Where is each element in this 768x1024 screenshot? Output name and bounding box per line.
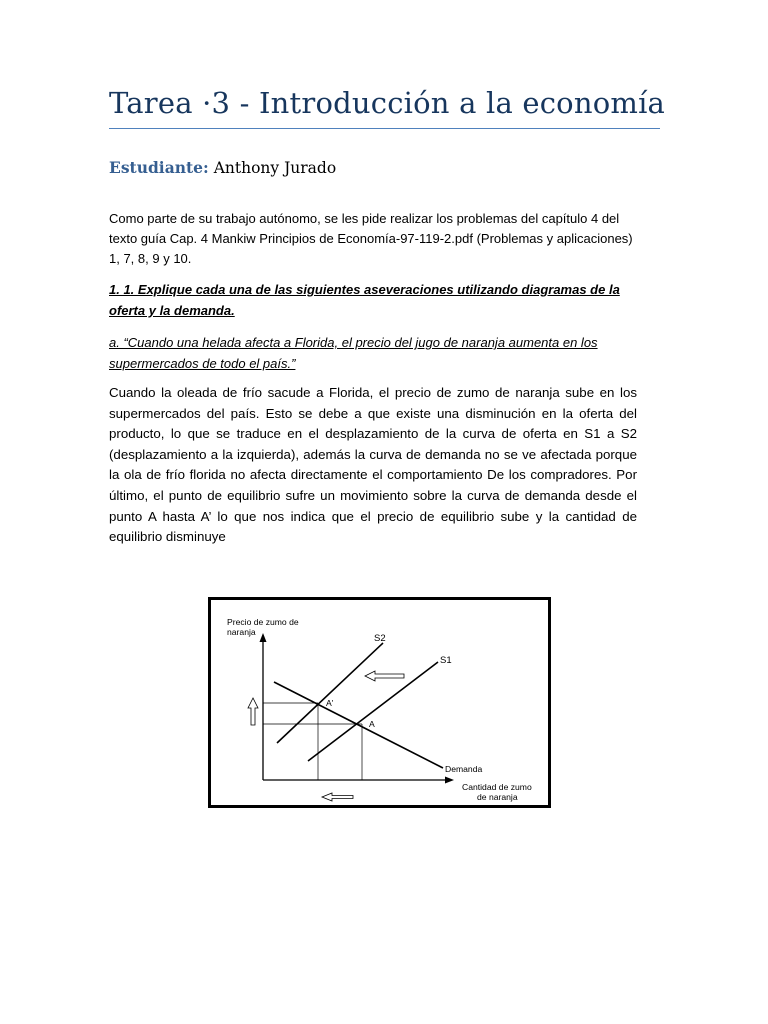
supply-s2-label: S2 [374, 633, 386, 644]
quantity-fall-arrow [322, 793, 353, 801]
intro-paragraph: Como parte de su trabajo autónomo, se les pide realizar los problemas del capítulo 4 del texto guía Cap. 4 Mankiw Principios de Economía-97-119-2.pdf (Problemas y aplicaciones) 1, 7, 8, 9 y 10. [109, 211, 633, 266]
y-axis-label-line1: Precio de zumo de [227, 617, 299, 627]
title-underline [109, 128, 660, 129]
new-equilibrium-label: A' [326, 698, 334, 708]
y-axis-arrowhead [260, 633, 267, 642]
question-1-heading: 1. 1. Explique cada una de las siguientes aseveraciones utilizando diagramas de la oferta y la demanda. [109, 282, 620, 318]
question-a-statement: a. “Cuando una helada afecta a Florida, el precio del jugo de naranja aumenta en los supermercados de todo el país.” [109, 335, 598, 371]
x-axis-label-line1: Cantidad de zumo [462, 782, 532, 792]
supply-s1-label: S1 [440, 655, 452, 666]
answer-a-paragraph: Cuando la oleada de frío sacude a Florida, el precio de zumo de naranja sube en los supermercados del país. Esto se debe a que existe una disminución en la oferta del producto, lo que se traduce en el desplazamiento de la curva de oferta en S1 a S2 (desplazamiento a la izquierda), además la curva de demanda no se ve afectada porque la ola de frío florida no afecta directamente el comportamiento De los compradores. Por último, el punto de equilibrio sufre un movimiento sobre la curva de demanda desde el punto A hasta A’ lo que nos indica que el precio de equilibrio sube y la cantidad de equilibrio disminuye [109, 385, 637, 545]
diagram-svg [211, 600, 548, 805]
y-axis-label-line2: naranja [227, 627, 256, 637]
price-rise-arrow [248, 698, 258, 725]
demand-curve [274, 682, 443, 768]
student-name: Anthony Jurado [208, 159, 337, 177]
old-equilibrium-label: A [369, 719, 375, 729]
supply-curve-s2 [277, 643, 383, 743]
x-axis-label-line2: de naranja [477, 792, 518, 802]
supply-demand-diagram [208, 597, 551, 808]
student-line [109, 158, 336, 177]
student-label: Estudiante: [109, 158, 209, 177]
page-title: Tarea ·3 - Introducción a la economía [109, 86, 666, 120]
demand-label: Demanda [445, 764, 483, 774]
supply-shift-left-arrow [365, 671, 404, 681]
x-axis-arrowhead [445, 777, 454, 784]
